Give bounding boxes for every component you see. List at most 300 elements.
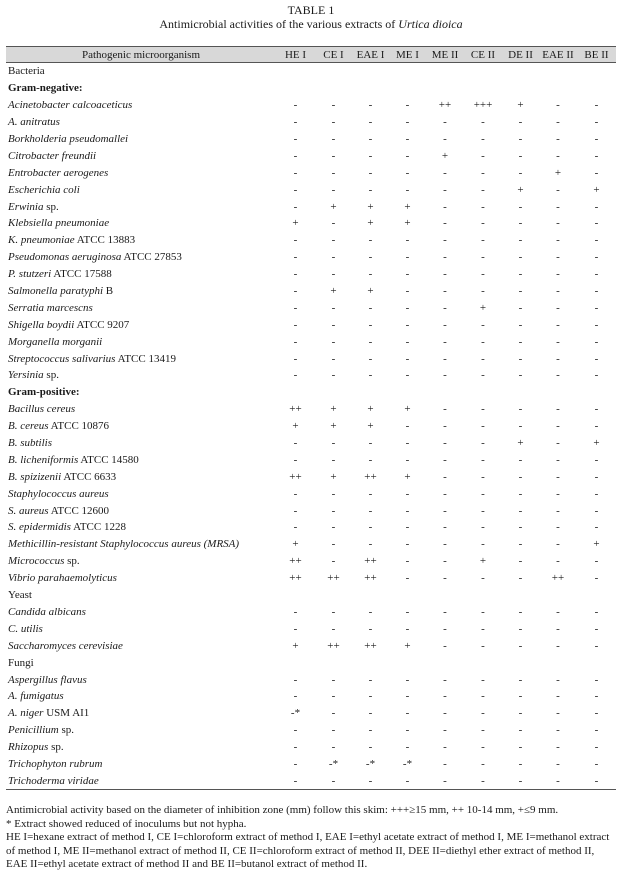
activity-cell: - [518, 504, 523, 517]
activity-cell: - [443, 301, 447, 314]
activity-cell: + [292, 217, 299, 230]
organism-name [6, 671, 276, 688]
activity-cell: - [293, 335, 298, 348]
activity-cell: - [556, 555, 560, 568]
activity-cell: - [594, 116, 599, 129]
activity-cell: - [405, 437, 410, 450]
activity-cell: - [556, 639, 560, 652]
organism-name [6, 164, 276, 181]
activity-cell: - [443, 200, 447, 213]
activity-cell: - [594, 453, 599, 466]
activity-cell: - [481, 217, 485, 230]
activity-cell: - [405, 724, 410, 737]
organism-species: Citrobacter freundii [8, 149, 97, 162]
activity-cell: - [443, 538, 447, 551]
section-row [6, 654, 616, 671]
column-header-extract: DE II [502, 47, 539, 63]
activity-cell: - [481, 403, 485, 416]
activity-cell: - [405, 285, 410, 298]
activity-cell: - [556, 99, 560, 112]
activity-cell: ++ [364, 470, 377, 483]
activity-cell: - [556, 369, 560, 382]
activity-cell [315, 80, 352, 97]
activity-cell: - [556, 183, 560, 196]
activity-cell [426, 654, 464, 671]
activity-cell: - [443, 166, 447, 179]
activity-cell: + [517, 183, 524, 196]
activity-cell: - [594, 133, 599, 145]
activity-cell: - [331, 724, 336, 737]
activity-cell: ++ [289, 403, 302, 416]
activity-cell: - [405, 133, 410, 145]
table-number: TABLE 1 [287, 3, 335, 17]
activity-cell: - [518, 572, 523, 585]
activity-cell: - [405, 166, 410, 179]
activity-cell [539, 63, 577, 80]
activity-cell: + [517, 437, 524, 450]
activity-cell: - [368, 437, 373, 450]
activity-cell: + [479, 555, 487, 568]
activity-cell: - [443, 757, 447, 770]
column-header-extract: CE II [464, 47, 502, 63]
activity-cell [389, 587, 426, 604]
activity-cell: - [368, 335, 373, 348]
table-row [6, 502, 616, 519]
activity-cell: - [556, 453, 560, 466]
activity-cell: - [481, 200, 485, 213]
activity-cell: - [293, 318, 298, 331]
activity-cell: - [405, 251, 410, 264]
table-row [6, 756, 616, 773]
activity-cell: - [518, 234, 523, 247]
column-header-extract: ME I [389, 47, 426, 63]
column-header-extract: BE II [577, 47, 616, 63]
activity-cell: - [293, 369, 298, 382]
activity-cell: - [405, 572, 410, 585]
table-row [6, 232, 616, 249]
activity-cell [352, 587, 389, 604]
activity-cell: + [367, 420, 374, 433]
activity-cell: - [594, 149, 599, 162]
activity-cell: + [330, 200, 337, 213]
activity-cell: - [518, 133, 523, 145]
activity-cell: - [293, 234, 298, 247]
activity-cell: - [368, 133, 373, 145]
activity-cell: - [331, 741, 336, 754]
organism-name [6, 620, 276, 637]
activity-cell: - [368, 605, 373, 618]
activity-cell: - [594, 301, 599, 314]
activity-cell: - [405, 538, 410, 551]
table-row [6, 637, 616, 654]
organism-species: Streptococcus salivarius [8, 352, 116, 365]
activity-cell [352, 80, 389, 97]
activity-cell [577, 63, 616, 80]
organism-species: P. stutzeri [8, 268, 52, 281]
activity-cell: - [481, 690, 485, 703]
activity-cell: - [331, 301, 336, 314]
activity-cell: - [556, 217, 560, 230]
activity-cell: - [368, 99, 373, 112]
activity-cell: - [594, 268, 599, 281]
table-row [6, 266, 616, 283]
activity-cell: - [556, 352, 560, 365]
table-row [6, 131, 616, 148]
activity-cell: - [518, 217, 523, 230]
activity-cell: - [556, 133, 560, 145]
activity-cell: - [293, 352, 298, 365]
column-header-organism: Pathogenic microorganism [6, 47, 276, 63]
organism-name [6, 519, 276, 536]
activity-cell: - [556, 673, 560, 686]
table-row [6, 570, 616, 587]
activity-cell: - [405, 318, 410, 331]
organism-name [6, 739, 276, 756]
organism-species: S. epidermidis [8, 521, 71, 534]
organism-qualifier: sp. [58, 724, 74, 737]
activity-cell: - [539, 772, 577, 789]
activity-cell: - [481, 133, 485, 145]
table-header-row [6, 47, 616, 63]
organism-name [6, 181, 276, 198]
column-header-extract: EAE II [539, 47, 577, 63]
organism-species: Serratia marcescns [8, 301, 93, 314]
activity-cell: - [405, 707, 410, 720]
organism-species: A. niger [8, 707, 44, 720]
activity-cell [502, 63, 539, 80]
activity-cell: + [330, 420, 337, 433]
activity-cell: - [481, 335, 485, 348]
activity-cell: - [556, 707, 560, 720]
activity-cell: - [556, 538, 560, 551]
activity-cell [426, 587, 464, 604]
activity-cell: - [331, 99, 336, 112]
activity-cell: - [331, 268, 336, 281]
organism-name [6, 249, 276, 266]
activity-cell: - [594, 166, 599, 179]
table-row [6, 198, 616, 215]
table-title [6, 17, 616, 31]
table-row [6, 435, 616, 452]
activity-cell: - [594, 707, 599, 720]
activity-cell: - [556, 234, 560, 247]
activity-cell: - [405, 555, 410, 568]
activity-cell: - [405, 453, 410, 466]
activity-cell: - [368, 352, 373, 365]
activity-cell [464, 587, 502, 604]
activity-cell: - [594, 352, 599, 365]
organism-name [6, 688, 276, 705]
activity-cell: + [554, 166, 562, 179]
organism-species: S. aureus [8, 504, 49, 517]
organism-name [6, 485, 276, 502]
activity-cell: - [481, 268, 485, 281]
activity-cell: - [518, 521, 523, 534]
activity-cell: + [367, 403, 374, 416]
activity-cell: ++ [289, 555, 302, 568]
table-row [6, 451, 616, 468]
activity-cell: - [481, 572, 485, 585]
activity-cell: - [443, 707, 447, 720]
activity-cell: - [481, 352, 485, 365]
activity-cell: - [518, 707, 523, 720]
activity-cell: - [331, 504, 336, 517]
activity-cell: - [481, 487, 485, 500]
table-row [6, 468, 616, 485]
activity-cell: - [331, 149, 336, 162]
organism-name [6, 333, 276, 350]
organism-qualifier: sp. [48, 741, 64, 754]
column-header-extract: EAE I [352, 47, 389, 63]
organism-name [6, 147, 276, 164]
organism-qualifier: sp. [64, 555, 80, 568]
organism-species: B. subtilis [8, 437, 53, 450]
organism-name [6, 299, 276, 316]
column-header-extract: ME II [426, 47, 464, 63]
table-row [6, 485, 616, 502]
activity-cell [577, 587, 616, 604]
table-footnotes [6, 804, 616, 872]
activity-cell: - [368, 318, 373, 331]
organism-qualifier: USM AI1 [43, 707, 90, 720]
activity-cell: - [443, 183, 447, 196]
organism-name [6, 215, 276, 232]
activity-cell: - [594, 741, 599, 754]
activity-cell: - [481, 453, 485, 466]
activity-cell: + [330, 403, 337, 416]
organism-qualifier: ATCC 6633 [61, 470, 117, 483]
activity-cell: - [331, 707, 336, 720]
table-title-text: Antimicrobial activities of the various extracts of [159, 17, 399, 31]
organism-qualifier: ATCC 13883 [74, 234, 136, 247]
organism-species: A. anitratus [8, 116, 60, 129]
activity-cell: - [556, 741, 560, 754]
activity-cell: - [556, 470, 560, 483]
activity-cell: - [518, 605, 523, 618]
activity-cell: - [368, 707, 373, 720]
table-row [6, 114, 616, 131]
table-row [6, 519, 616, 536]
organism-species: Bacillus cereus [8, 403, 76, 416]
organism-name [6, 502, 276, 519]
activity-cell: - [443, 369, 447, 382]
activity-cell: - [594, 572, 599, 585]
activity-cell: - [331, 183, 336, 196]
table-row [6, 536, 616, 553]
activity-cell [577, 654, 616, 671]
activity-cell: - [481, 741, 485, 754]
table-row [6, 147, 616, 164]
activity-cell: - [293, 622, 298, 635]
activity-cell: - [443, 335, 447, 348]
activity-cell [426, 63, 464, 80]
organism-name [6, 97, 276, 114]
activity-cell: ++ [364, 572, 377, 585]
column-header-extract: HE I [276, 47, 315, 63]
table-row [6, 688, 616, 705]
activity-cell: - [556, 318, 560, 331]
activity-cell: - [293, 437, 298, 450]
activity-cell: - [293, 251, 298, 264]
activity-cell: - [518, 268, 523, 281]
activity-cell: - [443, 234, 447, 247]
activity-cell: - [556, 690, 560, 703]
organism-qualifier: sp. [43, 200, 59, 213]
table-row [6, 350, 616, 367]
table-row [6, 97, 616, 114]
activity-cell: - [481, 437, 485, 450]
activity-cell: - [443, 318, 447, 331]
table-row [6, 299, 616, 316]
activity-cell: + [404, 403, 411, 416]
activity-cell: + [593, 437, 600, 450]
footnote-activity-scale: Antimicrobial activity based on the diameter of inhibition zone (mm) follow this skim: +++≥15 mm, ++ 10-14 mm, +≤9 mm. [6, 804, 559, 817]
activity-cell: - [481, 724, 485, 737]
activity-cell: - [405, 521, 410, 534]
activity-cell [502, 80, 539, 97]
activity-cell: - [331, 318, 336, 331]
activity-cell: - [331, 538, 336, 551]
organism-species: Yersinia [8, 369, 44, 382]
table-row [6, 705, 616, 722]
activity-cell [352, 654, 389, 671]
organism-species: K. pneumoniae [8, 234, 75, 247]
activity-cell: - [577, 772, 616, 789]
activity-cell: - [481, 285, 485, 298]
activity-cell: - [518, 251, 523, 264]
activity-cell: - [556, 301, 560, 314]
activity-cell: - [368, 268, 373, 281]
activity-cell: - [518, 200, 523, 213]
activity-cell: ++ [327, 639, 340, 652]
organism-species: Pseudomonas aeruginosa [8, 251, 122, 264]
activity-cell: - [315, 772, 352, 789]
organism-species: Acinetobacter calcoaceticus [8, 99, 133, 112]
activity-cell: - [405, 622, 410, 635]
organism-species: Rhizopus [8, 741, 49, 754]
activity-cell [464, 654, 502, 671]
activity-cell: - [368, 538, 373, 551]
activity-cell: - [556, 116, 560, 129]
activity-cell: +++ [473, 99, 493, 112]
activity-cell: - [556, 268, 560, 281]
activity-cell: - [276, 772, 315, 789]
activity-cell: + [479, 301, 487, 314]
organism-name [6, 401, 276, 418]
activity-cell: - [405, 690, 410, 703]
organism-species: Methicillin-resistant Staphylococcus aureus (MRSA) [8, 538, 240, 551]
activity-cell [276, 654, 315, 671]
activity-cell: - [331, 352, 336, 365]
organism-species: Morganella morganii [8, 335, 103, 348]
organism-name [6, 435, 276, 452]
activity-cell: - [405, 504, 410, 517]
organism-species: Penicillium [8, 724, 59, 737]
activity-cell: + [292, 538, 299, 551]
organism-species: B. spizizenii [8, 470, 62, 483]
activity-cell: - [405, 352, 410, 365]
activity-cell: - [594, 234, 599, 247]
activity-cell: - [293, 285, 298, 298]
activity-cell [352, 384, 389, 401]
activity-cell: - [443, 352, 447, 365]
activity-cell: - [331, 453, 336, 466]
activity-cell: -* [402, 757, 413, 770]
activity-cell: - [481, 318, 485, 331]
organism-qualifier: ATCC 9207 [74, 318, 130, 331]
activity-cell: - [518, 149, 523, 162]
activity-cell: ++ [289, 572, 302, 585]
activity-cell: - [405, 487, 410, 500]
activity-cell: - [594, 335, 599, 348]
activity-cell: - [405, 335, 410, 348]
activity-cell: + [593, 183, 600, 196]
organism-species: Vibrio parahaemolyticus [8, 572, 117, 585]
table-row [6, 671, 616, 688]
activity-cell [539, 384, 577, 401]
activity-cell: - [556, 487, 560, 500]
organism-name: Bacteria [8, 65, 45, 78]
activity-cell: - [594, 757, 599, 770]
activity-cell: - [405, 673, 410, 686]
activity-cell [276, 63, 315, 80]
organism-name: Fungi [8, 656, 34, 669]
activity-cell: - [443, 622, 447, 635]
activity-cell: - [481, 149, 485, 162]
organism-species: A. fumigatus [8, 690, 64, 703]
activity-cell: - [331, 133, 336, 145]
table-row [6, 367, 616, 384]
activity-cell: - [481, 538, 485, 551]
activity-cell: - [443, 420, 447, 433]
activity-cell: - [502, 772, 539, 789]
activity-cell: - [481, 673, 485, 686]
activity-cell: - [368, 234, 373, 247]
activity-cell: - [405, 116, 410, 129]
activity-cell: ++ [289, 470, 302, 483]
activity-cell [464, 63, 502, 80]
activity-cell: - [518, 453, 523, 466]
activity-cell: - [556, 335, 560, 348]
antimicrobial-table [6, 46, 616, 790]
activity-cell: - [481, 707, 485, 720]
activity-cell [352, 63, 389, 80]
organism-name [6, 451, 276, 468]
table-row [6, 722, 616, 739]
activity-cell [577, 80, 616, 97]
organism-name [6, 350, 276, 367]
activity-cell: - [594, 690, 599, 703]
activity-cell: - [405, 268, 410, 281]
activity-cell: - [481, 116, 485, 129]
activity-cell: - [481, 504, 485, 517]
activity-cell: - [594, 99, 599, 112]
activity-cell: + [367, 200, 374, 213]
activity-cell: - [594, 200, 599, 213]
activity-cell: - [556, 605, 560, 618]
activity-cell: - [331, 487, 336, 500]
activity-cell: - [594, 724, 599, 737]
activity-cell: - [368, 690, 373, 703]
activity-cell: - [331, 622, 336, 635]
activity-cell: - [331, 116, 336, 129]
activity-cell: - [518, 639, 523, 652]
organism-name [6, 756, 276, 773]
activity-cell [539, 80, 577, 97]
activity-cell: - [481, 757, 485, 770]
organism-species: Salmonella paratyphi [8, 285, 104, 298]
activity-cell: - [293, 453, 298, 466]
